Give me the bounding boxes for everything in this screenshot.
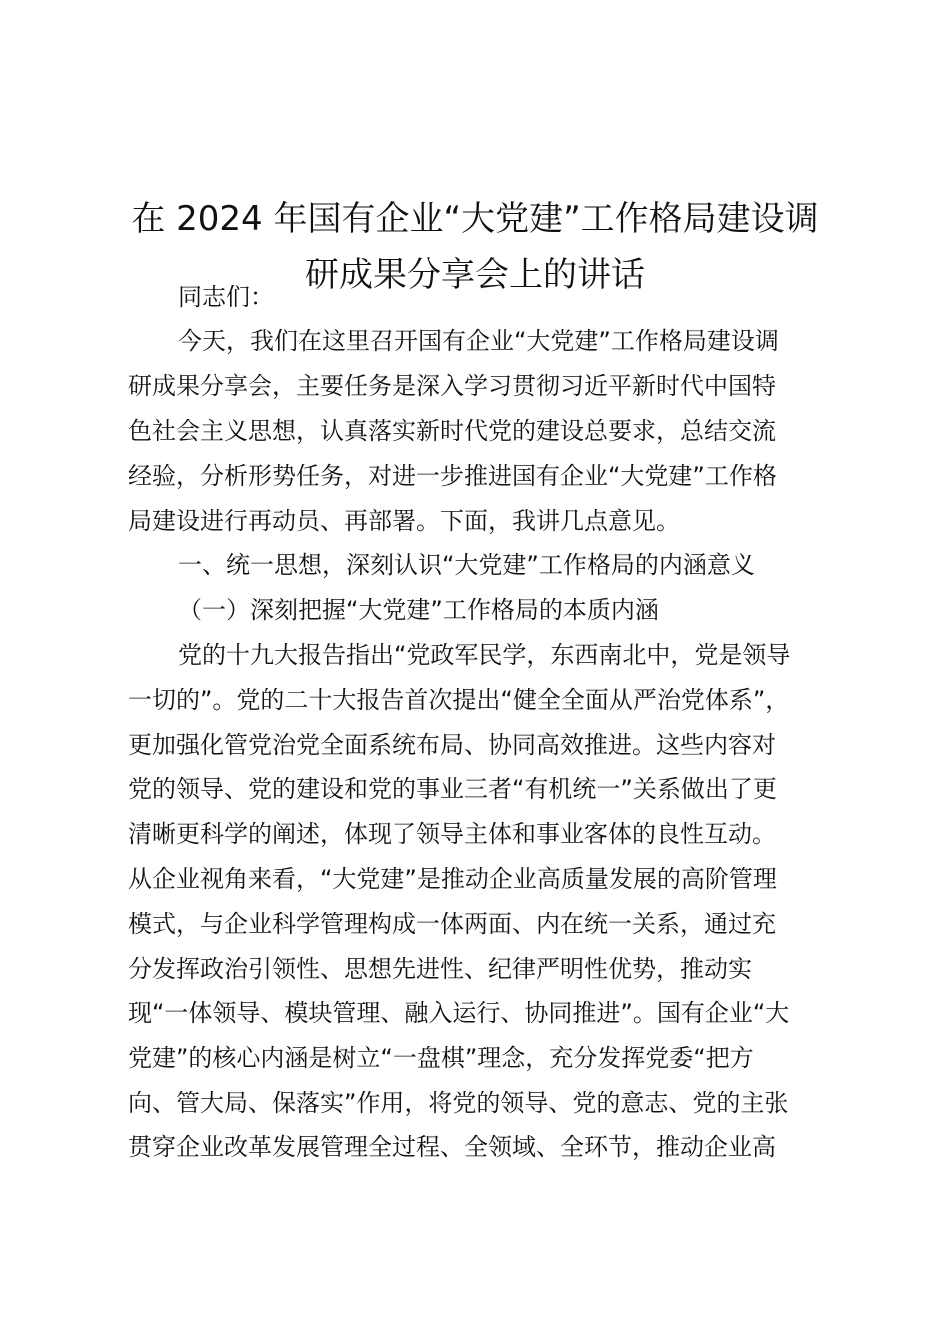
body-line: 经验，分析形势任务，对进一步推进国有企业“大党建”工作格 (128, 462, 777, 490)
body-line: 色社会主义思想，认真落实新时代党的建设总要求，总结交流 (128, 417, 776, 445)
body-line: 从企业视角来看，“大党建”是推动企业高质量发展的高阶管理 (128, 865, 777, 893)
body-line: 分发挥政治引领性、思想先进性、纪律严明性优势，推动实 (128, 955, 752, 983)
body-line: 研成果分享会，主要任务是深入学习贯彻习近平新时代中国特 (128, 372, 776, 400)
subsection-heading: （一）深刻把握“大党建”工作格局的本质内涵 (178, 596, 659, 624)
body-line: 党的十九大报告指出“党政军民学，东西南北中，党是领导 (178, 641, 791, 669)
body-line: 现“一体领导、模块管理、融入运行、协同推进”。国有企业“大 (128, 999, 790, 1027)
body-line: 清晰更科学的阐述，体现了领导主体和事业客体的良性互动。 (128, 820, 776, 848)
body-line: 一切的”。党的二十大报告首次提出“健全全面从严治党体系”， (128, 686, 790, 714)
body-line: 党的领导、党的建设和党的事业三者“有机统一”关系做出了更 (128, 775, 777, 803)
body-line: 贯穿企业改革发展管理全过程、全领域、全环节，推动企业高 (128, 1133, 776, 1161)
body-line: 更加强化管党治党全面系统布局、协同高效推进。这些内容对 (128, 731, 776, 759)
body-line: 局建设进行再动员、再部署。下面，我讲几点意见。 (128, 507, 680, 535)
section-heading: 一、统一思想，深刻认识“大党建”工作格局的内涵意义 (178, 551, 755, 579)
body-line: 模式，与企业科学管理构成一体两面、内在统一关系，通过充 (128, 910, 776, 938)
salutation-line: 同志们： (178, 283, 274, 311)
title-line-1: 在 2024 年国有企业“大党建”工作格局建设调 (131, 198, 819, 239)
body-line: 今天，我们在这里召开国有企业“大党建”工作格局建设调 (178, 327, 779, 355)
body-line: 党建”的核心内涵是树立“一盘棋”理念，充分发挥党委“把方 (128, 1044, 754, 1072)
body-line: 向、管大局、保落实”作用，将党的领导、党的意志、党的主张 (128, 1089, 789, 1117)
title-line-2: 研成果分享会上的讲话 (305, 254, 645, 295)
